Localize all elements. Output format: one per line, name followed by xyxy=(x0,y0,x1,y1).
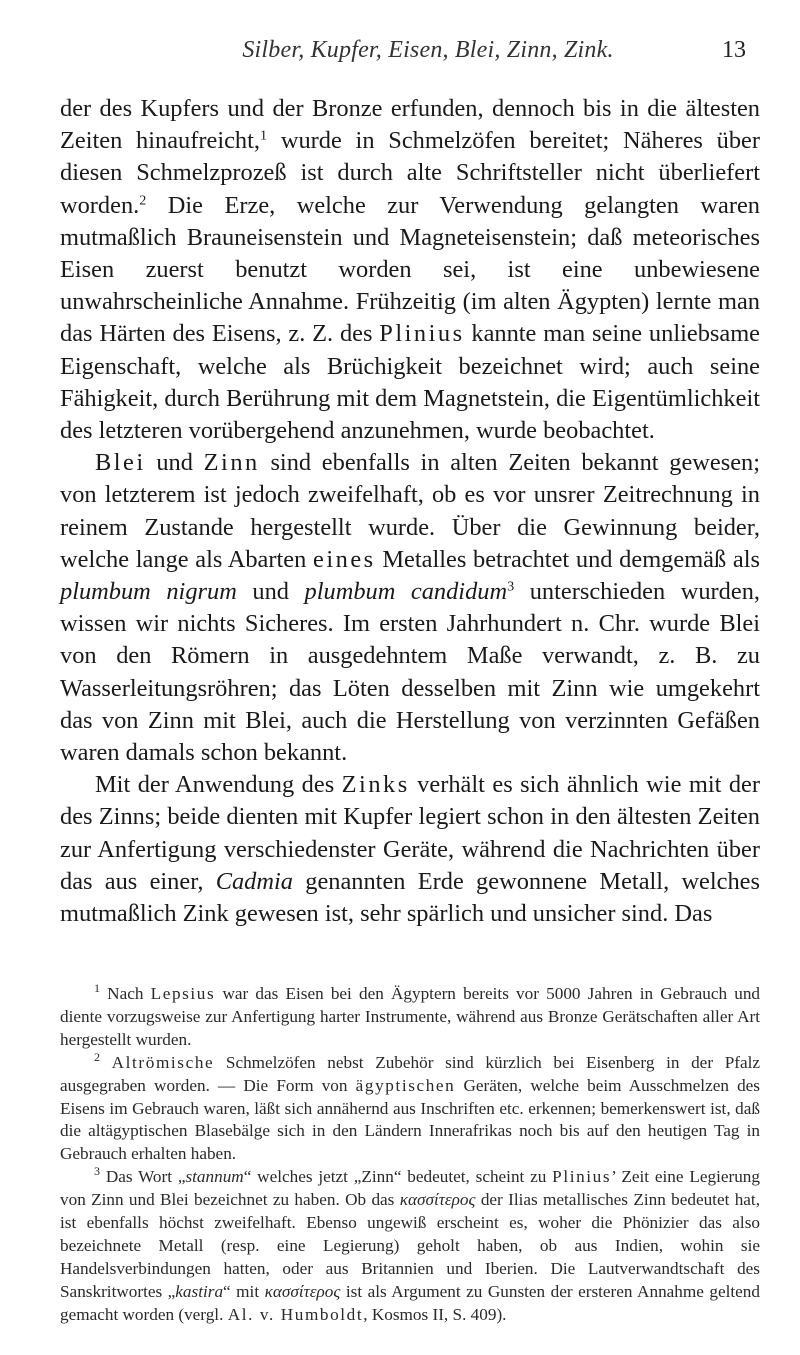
text-run: Geräten, welche beim Ausschmelzen des Eisens im Gebrauch waren, läßt sich annähernd aus Inschriften etc. erkennen; bemerkenswert ist, daß die altägyptischen Blasebälge sich in den Ländern Innerafrikas noch bis auf den heutigen Tag in Gebrauch erhalten haben. xyxy=(60,1075,760,1164)
footnote-number: 3 xyxy=(94,1164,101,1179)
term-blei: Blei xyxy=(95,449,146,477)
term-stannum: stannum xyxy=(185,1167,244,1187)
text-run: Die Erze, welche zur Verwendung gelangten waren mutmaßlich Brauneisenstein und Magneteisenstein; daß meteorisches Eisen zuerst benutzt worden sei, ist eine unbewiesene unwahrscheinliche Annahme. Frühzeitig (im alten Ägypten) lernte man das Härten des Eisens, z. Z. des xyxy=(60,191,760,348)
text-run: ’ Zeit eine Legierung von Zinn und Blei bezeichnet zu haben. Ob das xyxy=(60,1167,760,1210)
name-plinius: Plinius xyxy=(379,320,465,348)
text-run: der Ilias metallisches Zinn bedeutet hat, ist ebenfalls höchst zweifelhaft. Ebenso ungewiß erscheint es, woher die Phönizier das also bezeichnete Metall (resp. eine Legierung) geholt haben, ob aus Indien, wohin sie Handelsverbindungen hatten, oder aus Britannien und Iberien. Die Lautverwandtschaft des Sanskritwortes „ xyxy=(60,1190,760,1301)
term-plumbum-nigrum: plumbum nigrum xyxy=(60,578,237,606)
paragraph-zinc xyxy=(60,769,760,930)
running-head: Silber, Kupfer, Eisen, Blei, Zinn, Zink. xyxy=(242,37,614,63)
text-run: ist als Argument zu Gunsten der ersteren Annahme geltend gemacht worden (vergl. xyxy=(60,1281,760,1324)
text-run: unterschieden wurden, wissen wir nichts Sicheres. Im ersten Jahrhundert n. Chr. wurde Blei von den Römern in ausgedehntem Maße verwandt, z. B. zu Wasserleitungsröhren; das Löten desselben mit Zinn wie umgekehrt das von Zinn mit Blei, auch die Herstellung von verzinnten Gefäßen waren damals schon bekannt. xyxy=(60,578,760,767)
term-kastira: kastira xyxy=(175,1281,224,1301)
text-run: sind ebenfalls in alten Zeiten bekannt gewesen; von letzterem ist jedoch zweifelhaft, ob es vor unsrer Zeitrechnung in reinem Zustande hergestellt wurde. Über die Gewinnung beider, welche lange als Abarten xyxy=(60,449,760,573)
term-plumbum-candidum: plumbum candidum xyxy=(304,578,508,606)
text-run: wurde in Schmelzöfen bereitet; Näheres über diesen Schmelzprozeß ist durch alte Schriftsteller nicht überliefert worden. xyxy=(60,127,761,219)
main-text xyxy=(60,93,760,930)
text-run: genannten Erde gewonnene Metall, welches mutmaßlich Zink gewesen ist, sehr spärlich und unsicher sind. Das xyxy=(60,867,760,928)
text-run: “ mit xyxy=(223,1281,265,1301)
footnote-1 xyxy=(60,980,761,1052)
text-run: “ welches jetzt „Zinn“ bedeutet, scheint zu xyxy=(243,1167,553,1187)
footnote-2 xyxy=(60,1049,761,1167)
text-run: und xyxy=(236,578,305,606)
name-humboldt: Al. v. Humboldt xyxy=(227,1304,364,1324)
footnote-number: 1 xyxy=(94,980,101,995)
term-aegyptischen: ägyptischen xyxy=(355,1075,456,1095)
text-run: war das Eisen bei den Ägyptern bereits vor 5000 Jahren in Gebrauch und diente vorzugsweise zur Anfertigung harter Instrumente, während aus Bronze Gerätschaften aller Art hergestellt wurden. xyxy=(60,984,761,1049)
text-run xyxy=(100,1053,112,1072)
text-run: und xyxy=(145,449,204,477)
footnote-ref-3: 3 xyxy=(507,578,515,595)
text-run: , Kosmos II, S. 409). xyxy=(363,1304,507,1324)
name-lepsius: Lepsius xyxy=(150,984,216,1003)
term-kassiteros: κασσίτερος xyxy=(264,1281,341,1301)
term-altroemische: Altrömische xyxy=(111,1052,215,1072)
text-run: verhält es sich ähnlich wie mit der des Zinns; beide dienten mit Kupfer legiert schon in den ältesten Zeiten zur Anfertigung verschiedenster Geräte, während die Nachrichten über das aus einer, xyxy=(60,771,760,895)
footnote-number: 2 xyxy=(94,1049,101,1064)
term-zinn: Zinn xyxy=(203,449,260,477)
term-zinks: Zinks xyxy=(341,771,410,799)
name-plinius: Plinius xyxy=(552,1167,612,1187)
text-run: Metalles betrachtet und demgemäß als xyxy=(375,545,760,573)
footnote-ref-2: 2 xyxy=(139,192,147,209)
term-cadmia: Cadmia xyxy=(215,867,293,895)
text-run: Mit der Anwendung des xyxy=(95,771,342,799)
term-kassiteros: κασσίτερος xyxy=(399,1190,476,1210)
text-run: der des Kupfers und der Bronze erfunden, dennoch bis in die ältesten Zeiten hinaufreicht, xyxy=(60,95,760,155)
text-run: Das Wort „ xyxy=(100,1167,186,1187)
paragraph-iron xyxy=(60,93,760,447)
text-run: Nach xyxy=(100,984,151,1003)
paragraph-lead-tin xyxy=(60,447,760,769)
footnote-ref-1: 1 xyxy=(260,127,268,144)
text-run: kannte man seine unliebsame Eigenschaft, welche als Brüchigkeit bezeichnet wird; auch seine Fähigkeit, durch Berührung mit dem Magnetstein, die Eigentümlichkeit des letzteren vorübergehend anzunehmen, wurde beobachtet. xyxy=(60,320,761,445)
page-number: 13 xyxy=(722,37,746,63)
footnote-3 xyxy=(60,1166,760,1326)
text-run: Schmelzöfen nebst Zubehör sind kürzlich bei Eisenberg in der Pfalz ausgegraben worden. — Die Form von xyxy=(60,1052,761,1095)
term-eines: eines xyxy=(313,545,376,573)
footnotes xyxy=(60,980,761,1327)
